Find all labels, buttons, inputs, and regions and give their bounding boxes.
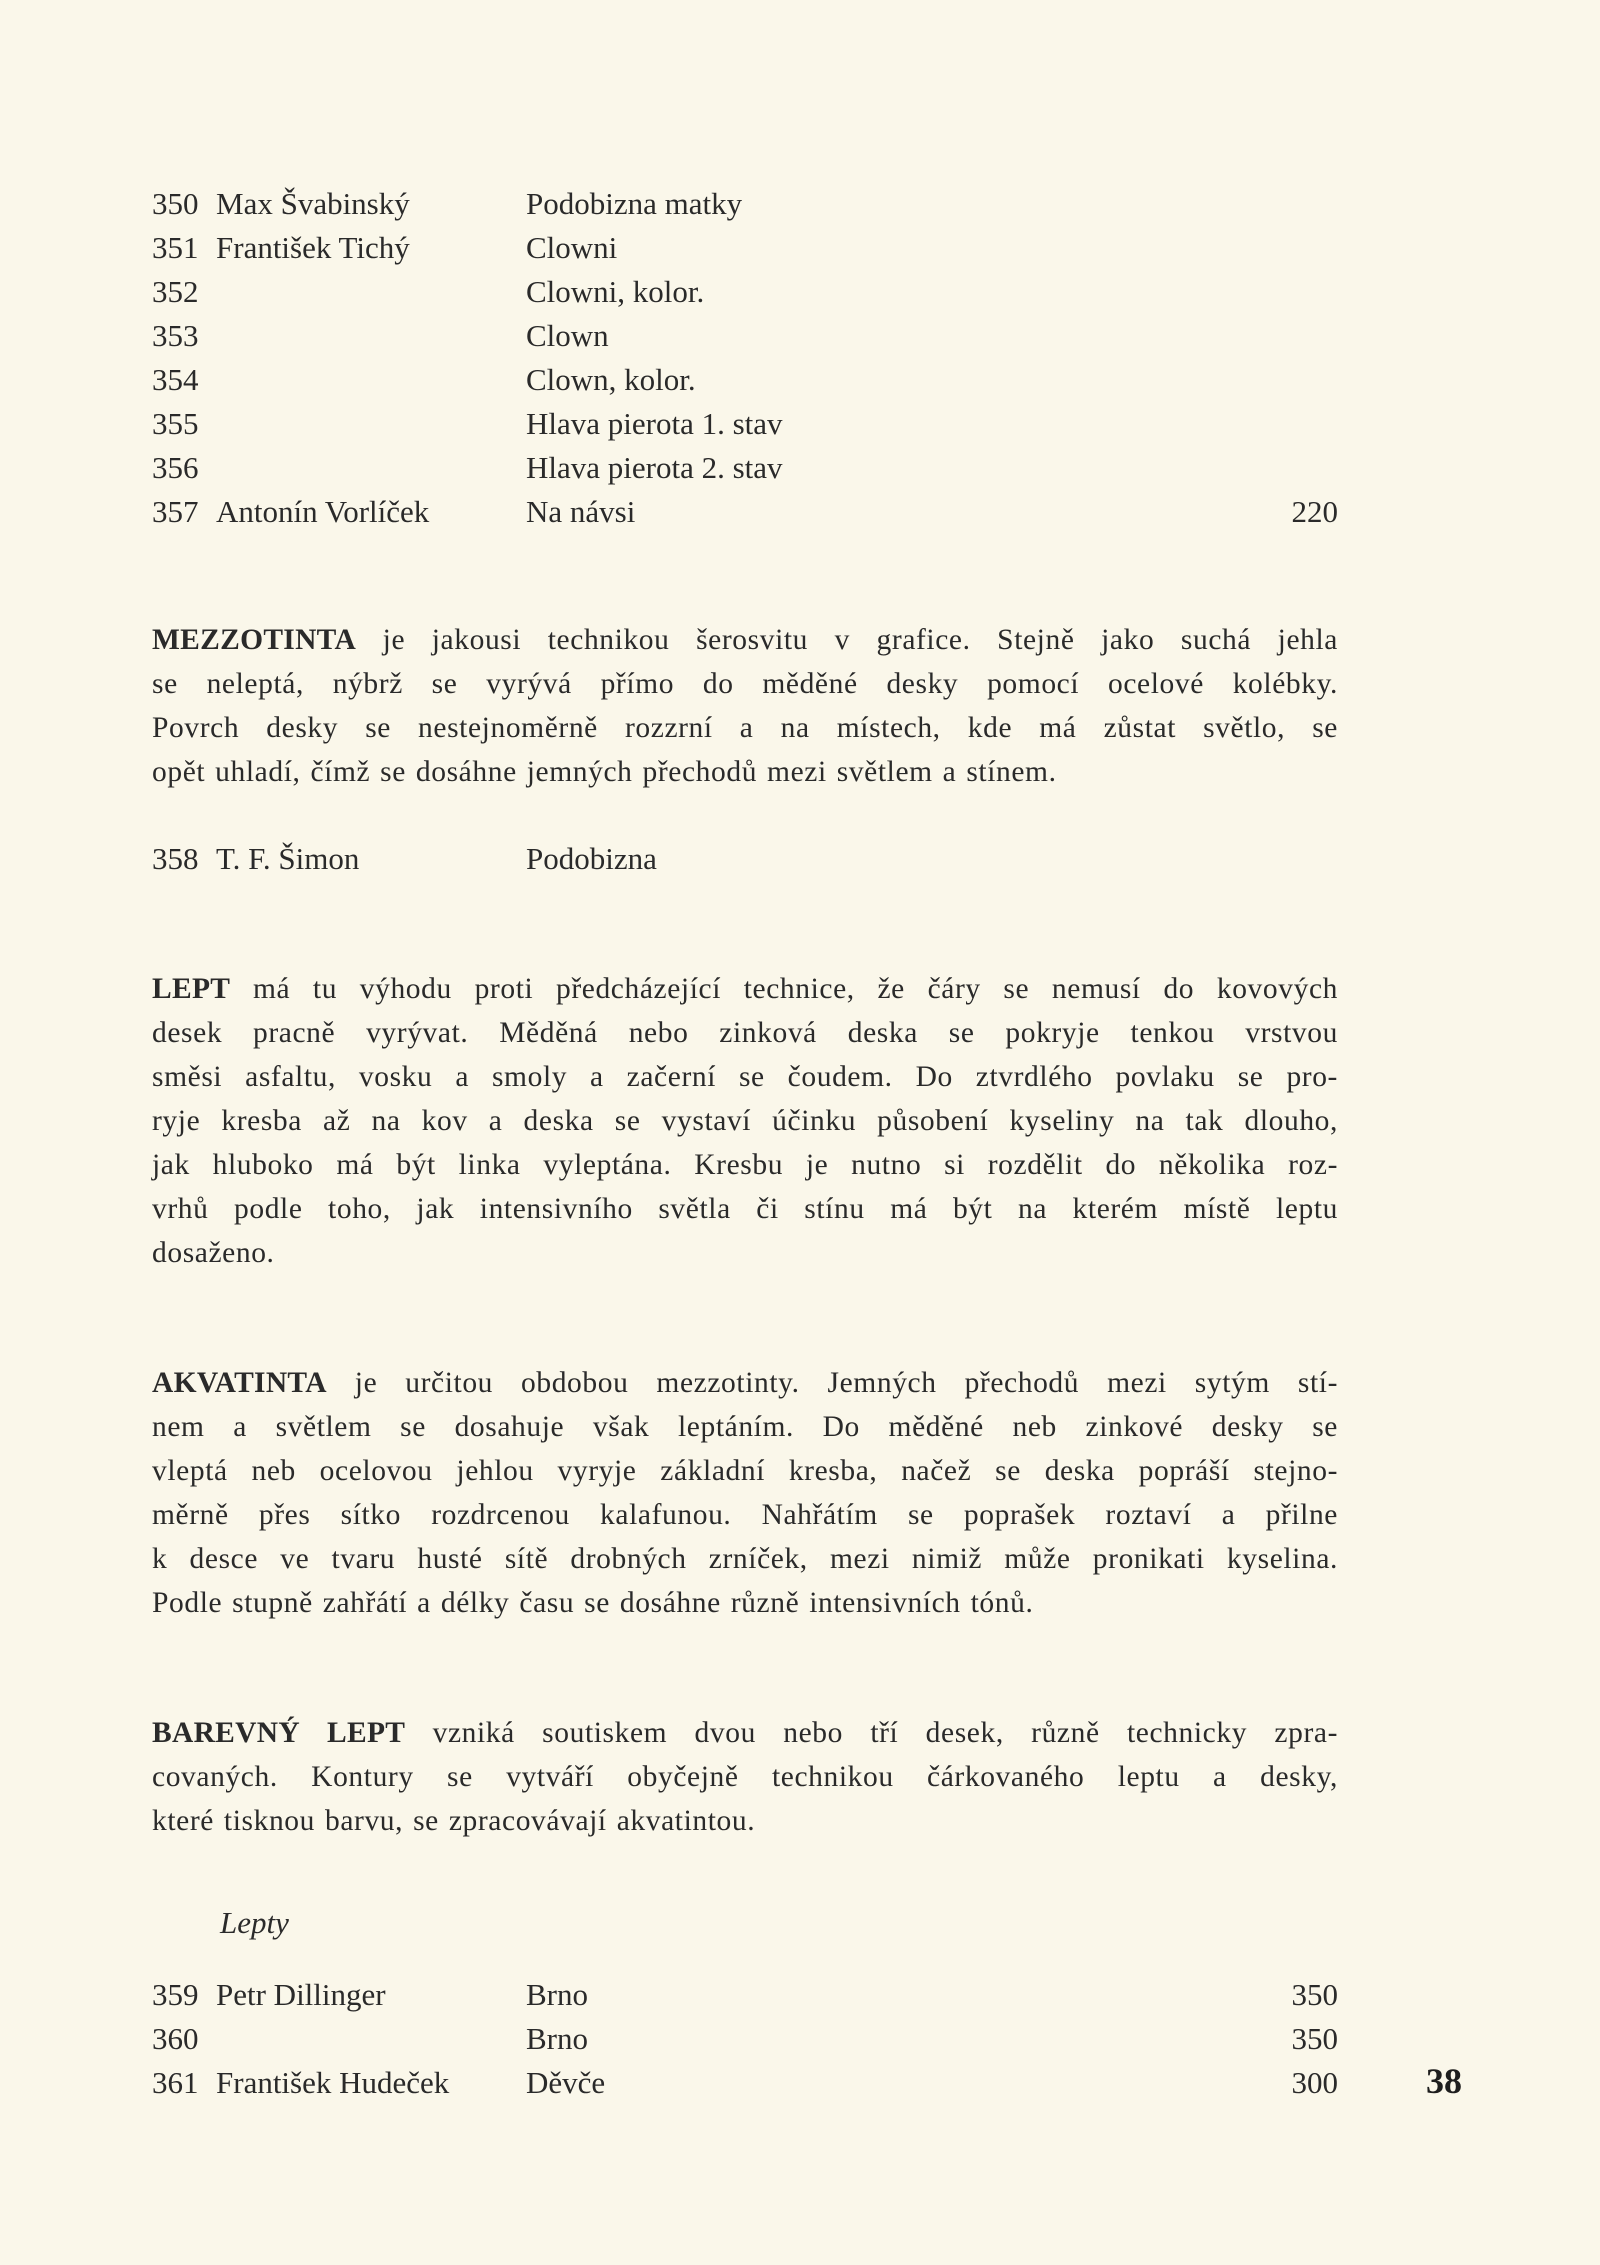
entry-price: 350 <box>1291 1977 1338 2012</box>
entry-number: 351 <box>152 230 199 265</box>
paragraph-line: vzniká soutiskem dvou nebo tří desek, různě technicky zpra- <box>405 1717 1338 1749</box>
catalog-row <box>152 182 1338 226</box>
paragraph-line: vleptá neb ocelovou jehlou vyryje základní kresba, načež se deska popráší stejno- <box>152 1455 1338 1487</box>
paragraph-lead: AKVATINTA <box>152 1367 327 1399</box>
paragraph-line: covaných. Kontury se vytváří obyčejně technikou čárkovaného leptu a desky, <box>152 1761 1338 1793</box>
entry-title: Hlava pierota 2. stav <box>526 450 783 485</box>
entry-price: 220 <box>1291 494 1338 529</box>
entry-number: 355 <box>152 406 199 441</box>
paragraph-line: nem a světlem se dosahuje však leptáním. Do měděné neb zinkové desky se <box>152 1411 1338 1443</box>
catalog-row <box>152 314 1338 358</box>
entry-number: 357 <box>152 494 199 529</box>
entry-number: 353 <box>152 318 199 353</box>
paragraph-lead: LEPT <box>152 973 231 1005</box>
catalog-row <box>152 2017 1338 2061</box>
paragraph-line: Povrch desky se nestejnoměrně rozzrní a na místech, kde má zůstat světlo, se <box>152 712 1338 744</box>
entry-number: 361 <box>152 2065 199 2100</box>
entry-artist: Petr Dillinger <box>216 1977 386 2012</box>
paragraph-line: směsi asfaltu, vosku a smoly a začerní se čoudem. Do ztvrdlého povlaku se pro- <box>152 1061 1338 1093</box>
paragraph-line: jak hluboko má být linka vyleptána. Kresbu je nutno si rozdělit do několika roz- <box>152 1149 1338 1181</box>
entry-number: 359 <box>152 1977 199 2012</box>
lept-paragraph <box>152 967 1338 1275</box>
paragraph-lead: MEZZOTINTA <box>152 624 357 656</box>
catalog-row <box>152 490 1338 534</box>
paragraph-line: je určitou obdobou mezzotinty. Jemných přechodů mezi sytým stí- <box>326 1367 1338 1399</box>
paragraph-line: Podle stupně zahřátí a délky času se dosáhne různě intensivních tónů. <box>152 1587 1034 1619</box>
entry-title: Podobizna <box>526 841 657 876</box>
barevny-lept-paragraph <box>152 1711 1338 1843</box>
page-number: 38 <box>1426 2061 1462 2101</box>
paragraph-line: desek pracně vyrývat. Měděná nebo zinková deska se pokryje tenkou vrstvou <box>152 1017 1338 1049</box>
entry-title: Na návsi <box>526 494 636 529</box>
catalog-row <box>152 358 1338 402</box>
catalog-row <box>152 402 1338 446</box>
entry-number: 356 <box>152 450 199 485</box>
paragraph-line: dosaženo. <box>152 1237 275 1269</box>
paragraph-line: které tisknou barvu, se zpracovávají akvatintou. <box>152 1805 756 1837</box>
entry-number: 360 <box>152 2021 199 2056</box>
entry-title: Brno <box>526 2021 588 2056</box>
entry-number: 350 <box>152 186 199 221</box>
paragraph-line: k desce ve tvaru husté sítě drobných zrníček, mezi nimiž může pronikati kyselina. <box>152 1543 1338 1575</box>
entry-title: Brno <box>526 1977 588 2012</box>
catalog-row <box>152 2061 1338 2105</box>
catalog-row <box>152 270 1338 314</box>
entry-title: Clowni <box>526 230 618 265</box>
paragraph-line: má tu výhodu proti předcházející technice, že čáry se nemusí do kovových <box>230 973 1338 1005</box>
entry-title: Podobizna matky <box>526 186 743 221</box>
paragraph-lead: BAREVNÝ LEPT <box>152 1717 406 1749</box>
paragraph-line: se neleptá, nýbrž se vyrývá přímo do měděné desky pomocí ocelové kolébky. <box>152 668 1338 700</box>
entry-number: 354 <box>152 362 199 397</box>
entry-title: Clown, kolor. <box>526 362 696 397</box>
paragraph-line: je jakousi technikou šerosvitu v grafice. Stejně jako suchá jehla <box>356 624 1338 656</box>
entry-title: Clowni, kolor. <box>526 274 705 309</box>
catalog-row <box>152 446 1338 490</box>
entry-title: Clown <box>526 318 609 353</box>
entry-number: 358 <box>152 841 199 876</box>
akvatinta-paragraph <box>152 1361 1338 1625</box>
mezzotinta-paragraph <box>152 618 1338 794</box>
catalog-row <box>152 226 1338 270</box>
entry-number: 352 <box>152 274 199 309</box>
entry-artist: T. F. Šimon <box>216 841 360 876</box>
paragraph-line: měrně přes sítko rozdrcenou kalafunou. Nahřátím se poprašek roztaví a přilne <box>152 1499 1338 1531</box>
entry-artist: Antonín Vorlíček <box>216 494 430 529</box>
entry-artist: František Hudeček <box>216 2065 450 2100</box>
entry-price: 300 <box>1291 2065 1338 2100</box>
entry-title: Děvče <box>526 2065 606 2100</box>
catalog-row <box>152 1973 1338 2017</box>
entry-price: 350 <box>1291 2021 1338 2056</box>
catalog-row <box>152 837 1338 881</box>
paragraph-line: ryje kresba až na kov a deska se vystaví účinku působení kyseliny na tak dlouho, <box>152 1105 1338 1137</box>
entry-artist: František Tichý <box>216 230 410 265</box>
section-heading: Lepty <box>220 1905 289 1940</box>
paragraph-line: vrhů podle toho, jak intensivního světla či stínu má být na kterém místě leptu <box>152 1193 1338 1225</box>
paragraph-line: opět uhladí, čímž se dosáhne jemných přechodů mezi světlem a stínem. <box>152 756 1057 788</box>
entry-title: Hlava pierota 1. stav <box>526 406 783 441</box>
entry-artist: Max Švabinský <box>216 186 410 221</box>
